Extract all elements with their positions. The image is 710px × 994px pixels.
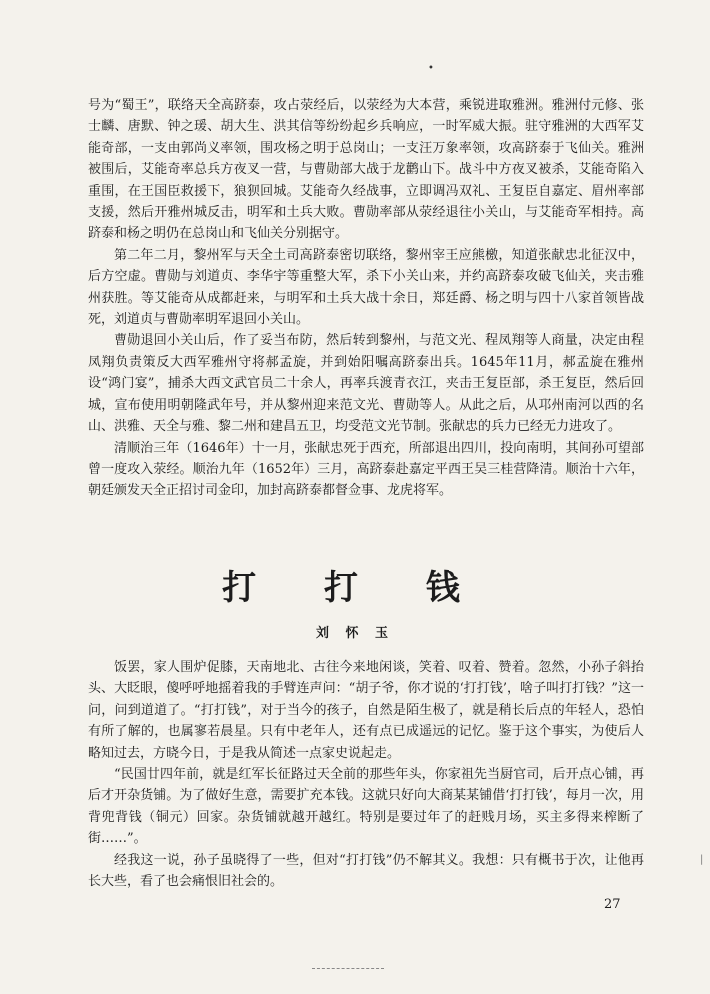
page-number: 27 — [604, 897, 621, 912]
article-author: 刘 怀 玉 — [315, 626, 395, 641]
scan-artifact-line — [312, 968, 384, 969]
paragraph: 第二年二月，黎州军与天全土司高跻泰密切联络，黎州宰王应熊檄，知道张献忠北征汉中，后方空虚。曹勋与刘道贞、李华宇等重整大军，杀下小关山来，并约高跻泰攻破飞仙关，夹击雅州获胜。等艾能奇从成都赶来，与明军和土兵大战十余日，郑廷爵、杨之明与四十八家首领皆战死，刘道贞与曹勋率明军退回小关山。 — [88, 247, 644, 328]
paragraph: 号为“蜀王”，联络天全高跻泰，攻占荥经后，以荥经为大本营，乘锐进取雅洲。雅洲付元修、张士麟、唐默、钟之瑗、胡大生、洪其信等纷纷起乡兵响应，一时军威大振。驻守雅洲的大西军艾能奇部，一支由郭尚义率领，围攻杨之明于总岗山；一支汪万象率领，攻高跻泰于飞仙关。雅洲被围后，艾能奇率总兵方夜叉一营，与曹勋部大战于龙鹳山下。战斗中方夜叉被杀，艾能奇陷入重围，在王国臣救援下，狼狈回城。艾能奇久经战事，立即调冯双礼、王复臣自嘉定、眉州率部支援，然后开雅州城反击，明军和土兵大败。曹勋率部从荥经退往小关山，与艾能奇军相持。高跻泰和杨之明仍在总岗山和飞仙关分别据守。 — [88, 98, 644, 242]
paragraph: 清顺治三年（1646年）十一月，张献忠死于西充，所部退出四川，投向南明，其间孙可望部曾一度攻入荥经。顺治九年（1652年）三月，高跻泰赴嘉定平西王吴三桂营降清。顺治十六年，朝廷颁发天全正招讨司金印，加封高跻泰都督佥事、龙虎将军。 — [88, 440, 644, 499]
scan-speck: | — [700, 854, 704, 865]
article-title: 打 打 钱 — [222, 568, 488, 608]
paragraph: 曹勋退回小关山后，作了妥当布防，然后转到黎州，与范文光、程凤翔等人商量，决定由程凤翔负责策反大西军雅州守将郝孟旋，并到始阳嘱高跻泰出兵。1645年11月，郝孟旋在雅州设“鸿门宴”，捕杀大西文武官员二十余人，再率兵渡青衣江，夹击王复臣部，杀王复臣，然后回城，宣布使用明朝隆武年号，并从黎州迎来范文光、曹勋等人。从此之后，从邛州南河以西的名山、洪雅、天全与雅、黎二州和建昌五卫，均受范文光节制。张献忠的兵力已经无力进攻了。 — [88, 333, 644, 435]
paragraph: 饭罢，家人围炉促膝，天南地北、古往今来地闲谈，笑着、叹着、赞着。忽然，小孙子斜抬头、大眨眼，傻呼呼地摇着我的手臂连声问：“胡子爷，你才说的‘打打钱’，啥子叫打打钱？”这一问，问到道道了。“打打钱”，对于当今的孩子，自然是陌生极了，就是稍长后点的年轻人，恐怕有所了解的，也属寥若晨星。只有中老年人，还有点已成遥远的记忆。鉴于这个事实，为使后人略知过去，方晓今日，于是我从简述一点家史说起走。 — [88, 660, 644, 761]
article-body — [88, 657, 644, 892]
article-continuation — [88, 95, 644, 502]
scan-speck: • — [428, 63, 434, 74]
paragraph: 经我这一说，孙子虽晓得了一些，但对“打打钱”仍不解其义。我想：只有概书于次，让他再长大些，看了也会痛恨旧社会的。 — [88, 852, 644, 890]
paragraph: “民国廿四年前，就是红军长征路过天全前的那些年头，你家祖先当厨官司，后开点心铺，再后才开杂货铺。为了做好生意，需要扩充本钱。这就只好向大商某某铺借‘打打钱’，每月一次，用背兜背钱（铜元）回家。杂货铺就越开越红。特别是要过年了的赶贱月场，买主多得来榨断了街……”。 — [88, 767, 644, 847]
